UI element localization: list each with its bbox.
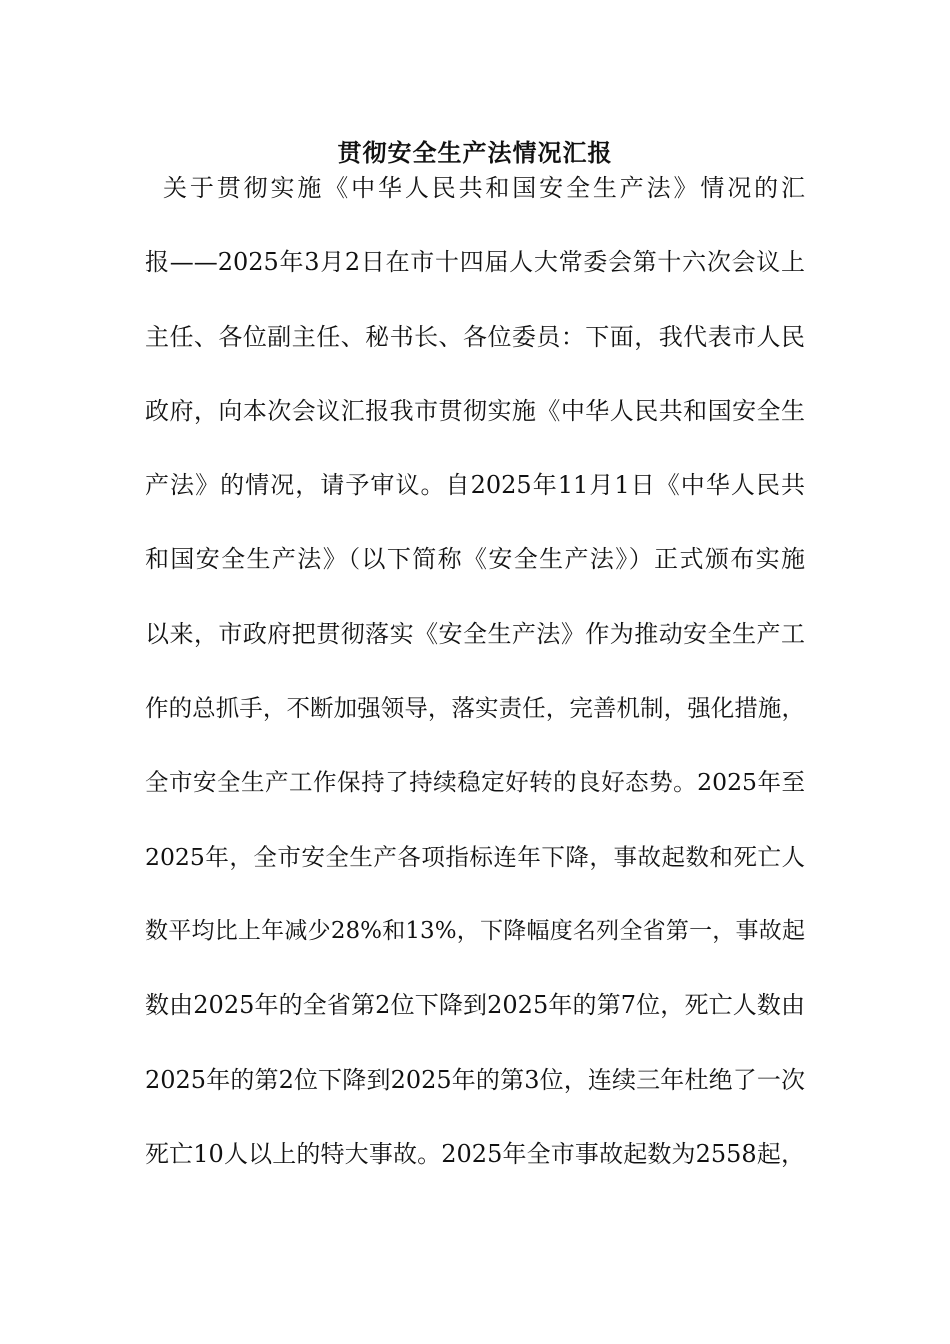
body-line: 数平均比上年减少28%和13%，下降幅度名列全省第一，事故起 — [145, 917, 805, 944]
body-line: 数由2025年的全省第2位下降到2025年的第7位，死亡人数由 — [145, 991, 805, 1020]
body-line: 产法》的情况，请予审议。自2025年11月1日《中华人民共 — [145, 471, 805, 500]
body-line: 2025年的第2位下降到2025年的第3位，连续三年杜绝了一次 — [145, 1065, 805, 1094]
body-line: 政府，向本次会议汇报我市贯彻实施《中华人民共和国安全生 — [145, 396, 805, 425]
body-line: 关于贯彻实施《中华人民共和国安全生产法》情况的汇 — [163, 174, 805, 202]
body-line: 以来，市政府把贯彻落实《安全生产法》作为推动安全生产工 — [145, 619, 805, 648]
body-line: 全市安全生产工作保持了持续稳定好转的良好态势。2025年至 — [145, 768, 805, 797]
document-body — [145, 168, 805, 1208]
body-line: 2025年，全市安全生产各项指标连年下降，事故起数和死亡人 — [145, 842, 805, 871]
body-line: 死亡10人以上的特大事故。2025年全市事故起数为2558起， — [145, 1139, 805, 1168]
body-line: 作的总抓手，不断加强领导，落实责任，完善机制，强化措施， — [145, 694, 805, 723]
document-title: 贯彻安全生产法情况汇报 — [337, 138, 613, 167]
body-line: 主任、各位副主任、秘书长、各位委员：下面，我代表市人民 — [145, 322, 805, 351]
body-line: 报——2025年3月2日在市十四届人大常委会第十六次会议上 — [145, 248, 805, 277]
body-line: 和国安全生产法》（以下简称《安全生产法》）正式颁布实施 — [145, 545, 805, 574]
